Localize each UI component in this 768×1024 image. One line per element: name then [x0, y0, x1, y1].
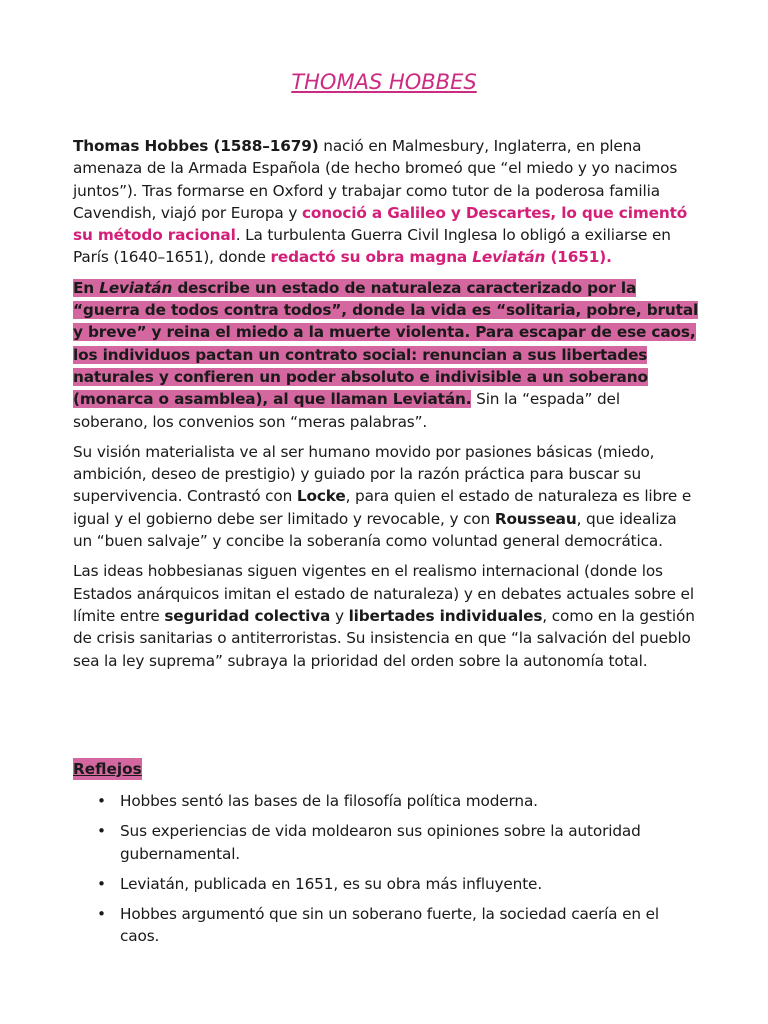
text-run: , que idealiza un “buen salvaje” y concibe la soberanía como voluntad general democrática. [73, 509, 677, 551]
text-run: Sin la “espada” del soberano, los convenios son “meras palabras”. [73, 390, 620, 431]
book-title: Leviatán [99, 278, 173, 297]
paragraph-leviatan [73, 277, 699, 433]
text-run: y [330, 606, 349, 625]
page-title: THOMAS HOBBES [291, 70, 477, 94]
name-dates: Thomas Hobbes (1588–1679) [73, 137, 319, 155]
bullet-icon: • [97, 822, 106, 841]
text-run: redactó su obra magna [270, 248, 473, 267]
term-seguridad: seguridad colectiva [164, 606, 331, 625]
paragraph-biography [73, 135, 699, 269]
bullet-icon: • [97, 905, 106, 924]
text-run: describe un estado de naturaleza caracterizado por la “guerra de todos contra todos”, donde la vida es “solitaria, pobre, brutal y breve” y reina el miedo a la muerte violenta. Para escapar de ese caos, los individuos pactan un contrato social: renuncian a sus libertades naturales y confieren un poder absoluto e indivisible a un soberano (monarca o asamblea), al que llaman Leviatán. [73, 278, 699, 409]
text-run: Las ideas hobbesianas siguen vigentes en el realismo internacional (donde los Estados anárquicos imitan el estado de naturaleza) y en debates actuales sobre el límite entre [73, 562, 694, 625]
term-libertades: libertades individuales [348, 606, 543, 625]
paragraph-vision [73, 441, 699, 552]
highlight-galileo: conoció a Galileo y Descartes, lo que cimentó su método racional [73, 203, 688, 245]
list-item [73, 820, 699, 865]
highlight-obra-magna [270, 248, 611, 266]
highlighted-passage [73, 279, 698, 408]
text-run: En [73, 278, 100, 297]
text-run: nació en Malmesbury, Inglaterra, en plena amenaza de la Armada Española (de hecho bromeó que “el miedo y yo nacimos juntos”). Tras formarse en Oxford y trabajar como tutor de la poderosa familia Cavendish, viajó por Europa y [73, 137, 678, 222]
reflejos-list [73, 790, 699, 956]
document-body [73, 135, 699, 680]
list-item-text: Sus experiencias de vida moldearon sus opiniones sobre la autoridad gubernamental. [120, 822, 641, 863]
list-item [73, 790, 699, 812]
text-run: , para quien el estado de naturaleza es libre e igual y el gobierno debe ser limitado y revocable, y con [73, 487, 692, 528]
list-item-text: Leviatán, publicada en 1651, es su obra más influyente. [120, 874, 543, 893]
list-item [73, 873, 699, 895]
text-run: (1651). [545, 248, 612, 267]
text-run: Su visión materialista ve al ser humano movido por pasiones básicas (miedo, ambición, deseo de prestigio) y guiado por la razón práctica para buscar su supervivencia. Contrastó con [73, 442, 655, 506]
list-item-text: Hobbes argumentó que sin un soberano fuerte, la sociedad caería en el caos. [120, 905, 659, 946]
text-run: , como en la gestión de crisis sanitarias o antiterroristas. Su insistencia en que “la salvación del pueblo sea la ley suprema” subraya la prioridad del orden sobre la autonomía total. [73, 606, 695, 670]
section-heading-reflejos: Reflejos [73, 758, 142, 780]
list-item-text: Hobbes sentó las bases de la filosofía política moderna. [120, 792, 538, 810]
list-item [73, 903, 699, 948]
name-rousseau: Rousseau [494, 509, 577, 528]
paragraph-vigencia [73, 560, 699, 671]
text-run: . La turbulenta Guerra Civil Inglesa lo obligó a exiliarse en París (1640–1651), donde [73, 226, 671, 267]
name-locke: Locke [296, 487, 346, 506]
bullet-icon: • [97, 874, 106, 893]
bullet-icon: • [97, 792, 106, 810]
book-title: Leviatán [472, 248, 546, 267]
